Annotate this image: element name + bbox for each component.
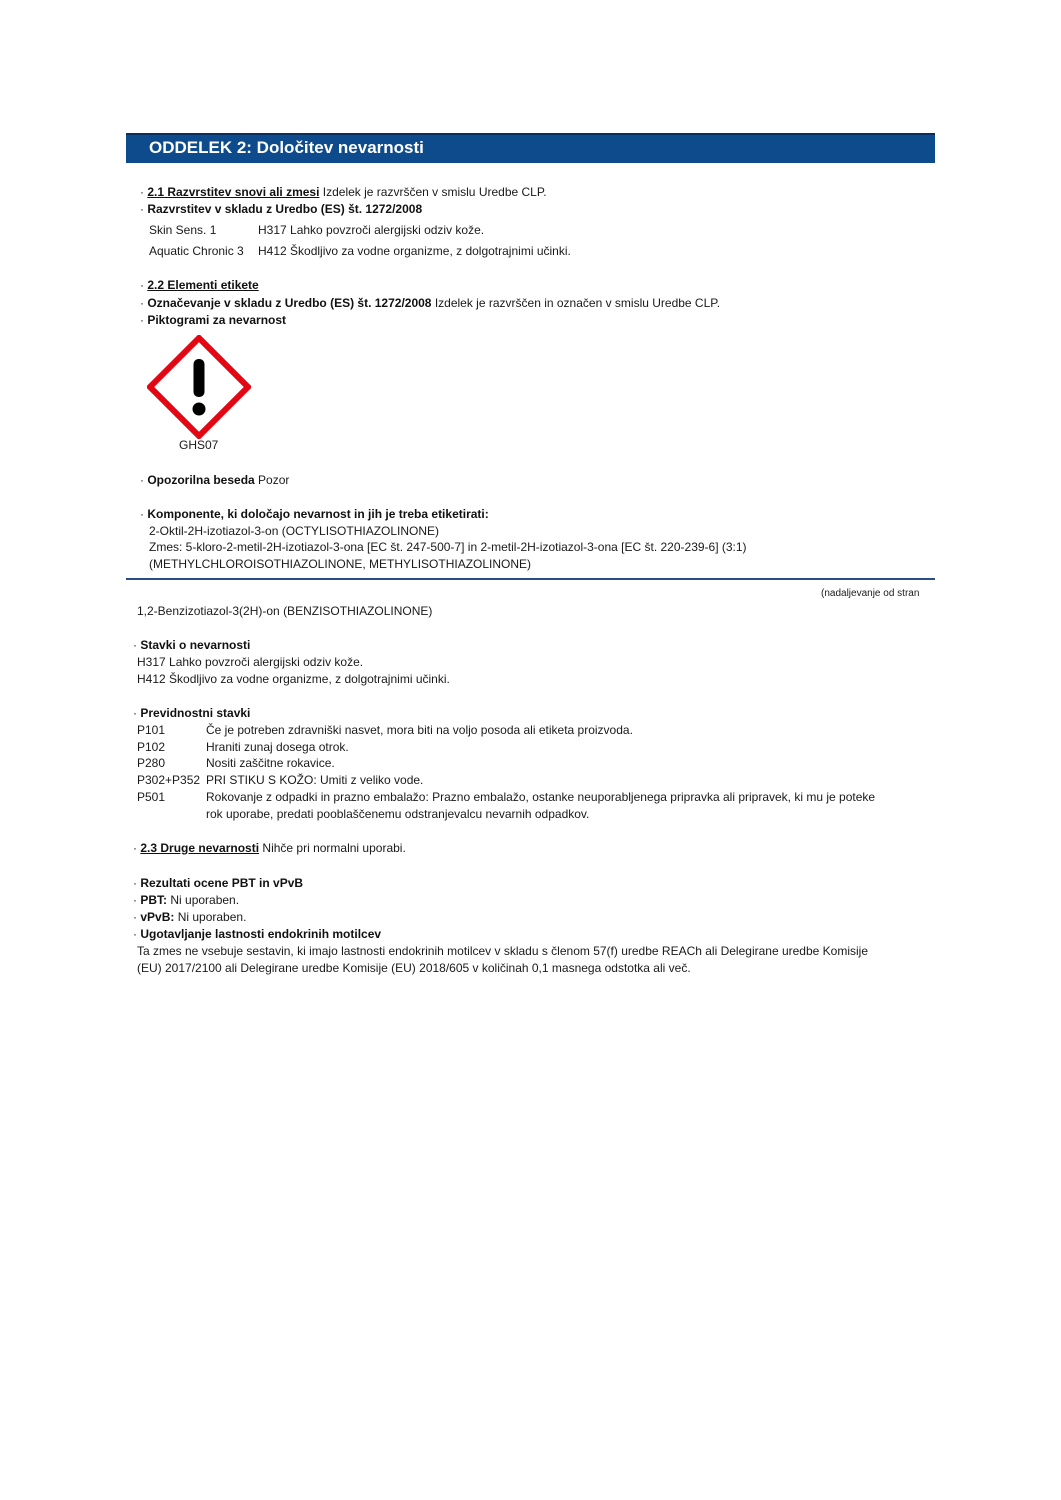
hazard-heading-line: · Stavki o nevarnosti	[133, 638, 251, 652]
endo-line-1: Ta zmes ne vsebuje sestavin, ki imajo lastnosti endokrinih motilcev v skladu s členom 57(f) uredbe REACh ali Delegirane uredbe Komisije	[137, 944, 869, 958]
s23-line: · 2.3 Druge nevarnosti Nihče pri normalni uporabi.	[133, 841, 406, 855]
vpvb-label: vPvB:	[140, 910, 175, 924]
component-2-names: (METHYLCHLOROISOTHIAZOLINONE, METHYLISOTHIAZOLINONE)	[149, 557, 532, 571]
components-heading: Komponente, ki določajo nevarnost in jih je treba etiketirati:	[147, 507, 489, 521]
precaution-code-2: P102	[137, 740, 166, 754]
precaution-text-1: Če je potreben zdravniški nasvet, mora biti na voljo posoda ali etiketa proizvoda.	[206, 723, 633, 737]
ghs07-exclamation-pictogram	[147, 335, 251, 439]
clp-heading-line: · Razvrstitev v skladu z Uredbo (ES) št. 1272/2008	[140, 202, 423, 216]
signal-word: Pozor	[254, 473, 290, 487]
continued-note: (nadaljevanje od stran	[821, 588, 920, 599]
pbt-text: Ni uporaben.	[167, 893, 240, 907]
pbt-heading-line: · Rezultati ocene PBT in vPvB	[133, 876, 304, 890]
s21-heading: 2.1 Razvrstitev snovi ali zmesi	[147, 185, 320, 199]
component-2: Zmes: 5-kloro-2-metil-2H-izotiazol-3-ona [EC št. 247-500-7] in 2-metil-2H-izotiazol-3-ona [EC št. 220-239-6] (3:1)	[149, 540, 747, 554]
section-header	[126, 133, 935, 163]
precaution-text-4: PRI STIKU S KOŽO: Umiti z veliko vode.	[206, 773, 424, 787]
pictogram-code: GHS07	[179, 438, 219, 452]
pictograms-heading: Piktogrami za nevarnost	[147, 313, 287, 327]
class-statement-2: H412 Škodljivo za vodne organizme, z dolgotrajnimi učinki.	[258, 244, 571, 258]
s23-heading: 2.3 Druge nevarnosti	[140, 841, 260, 855]
component-1: 2-Oktil-2H-izotiazol-3-on (OCTYLISOTHIAZOLINONE)	[149, 524, 440, 538]
s22-heading: 2.2 Elementi etikete	[147, 278, 259, 292]
precaution-text-5-cont: rok uporabe, predati pooblaščenemu odstranjevalcu nevarnih odpadkov.	[206, 807, 590, 821]
s21-heading-line: · 2.1 Razvrstitev snovi ali zmesi Izdelek je razvrščen v smislu Uredbe CLP.	[140, 185, 547, 199]
hazard-line-1: H317 Lahko povzroči alergijski odziv kože.	[137, 655, 364, 669]
s22-heading-line: · 2.2 Elementi etikete	[140, 278, 259, 292]
endo-line-2: (EU) 2017/2100 ali Delegirane uredbe Komisije (EU) 2018/605 v količinah 0,1 masnega odstotka ali več.	[137, 961, 691, 975]
precaution-text-3: Nositi zaščitne rokavice.	[206, 756, 335, 770]
component-3: 1,2-Benzizotiazol-3(2H)-on (BENZISOTHIAZOLINONE)	[137, 604, 433, 618]
hazard-heading: Stavki o nevarnosti	[140, 638, 251, 652]
section-title: ODDELEK 2: Določitev nevarnosti	[149, 138, 424, 157]
hazard-line-2: H412 Škodljivo za vodne organizme, z dolgotrajnimi učinki.	[137, 672, 450, 686]
precaution-text-5: Rokovanje z odpadki in prazno embalažo: Prazno embalažo, ostanke neuporabljenega pripravka ali pripravek, ki mu je poteke	[206, 790, 876, 804]
precaution-heading-line: · Previdnostni stavki	[133, 706, 251, 720]
label-heading: Označevanje v skladu z Uredbo (ES) št. 1272/2008	[147, 296, 432, 310]
endo-heading: Ugotavljanje lastnosti endokrinih motilcev	[140, 927, 382, 941]
pictograms-heading-line: · Piktogrami za nevarnost	[140, 313, 287, 327]
vpvb-text: Ni uporaben.	[174, 910, 247, 924]
precaution-heading: Previdnostni stavki	[140, 706, 251, 720]
precaution-code-5: P501	[137, 790, 166, 804]
signal-heading: Opozorilna beseda	[147, 473, 255, 487]
clp-heading: Razvrstitev v skladu z Uredbo (ES) št. 1272/2008	[147, 202, 423, 216]
label-text: Izdelek je razvrščen in označen v smislu Uredbe CLP.	[431, 296, 721, 310]
pbt-label: PBT:	[140, 893, 168, 907]
signal-line: · Opozorilna beseda Pozor	[140, 473, 290, 487]
class-statement-1: H317 Lahko povzroči alergijski odziv kože.	[258, 223, 485, 237]
precaution-code-1: P101	[137, 723, 166, 737]
s23-text: Nihče pri normalni uporabi.	[259, 841, 406, 855]
page-break-rule	[126, 578, 935, 580]
vpvb-line: · vPvB: Ni uporaben.	[133, 910, 247, 924]
precaution-code-3: P280	[137, 756, 166, 770]
pbt-heading: Rezultati ocene PBT in vPvB	[140, 876, 304, 890]
pbt-line: · PBT: Ni uporaben.	[133, 893, 240, 907]
s21-heading-text: Izdelek je razvrščen v smislu Uredbe CLP.	[319, 185, 547, 199]
precaution-code-4: P302+P352	[137, 773, 201, 787]
components-heading-line: · Komponente, ki določajo nevarnost in jih je treba etiketirati:	[140, 507, 489, 521]
endo-heading-line: · Ugotavljanje lastnosti endokrinih motilcev	[133, 927, 382, 941]
class-label-2: Aquatic Chronic 3	[149, 244, 244, 258]
label-heading-line: · Označevanje v skladu z Uredbo (ES) št. 1272/2008 Izdelek je razvrščen in označen v smislu Uredbe CLP.	[140, 296, 721, 310]
class-label-1: Skin Sens. 1	[149, 223, 217, 237]
precaution-text-2: Hraniti zunaj dosega otrok.	[206, 740, 349, 754]
